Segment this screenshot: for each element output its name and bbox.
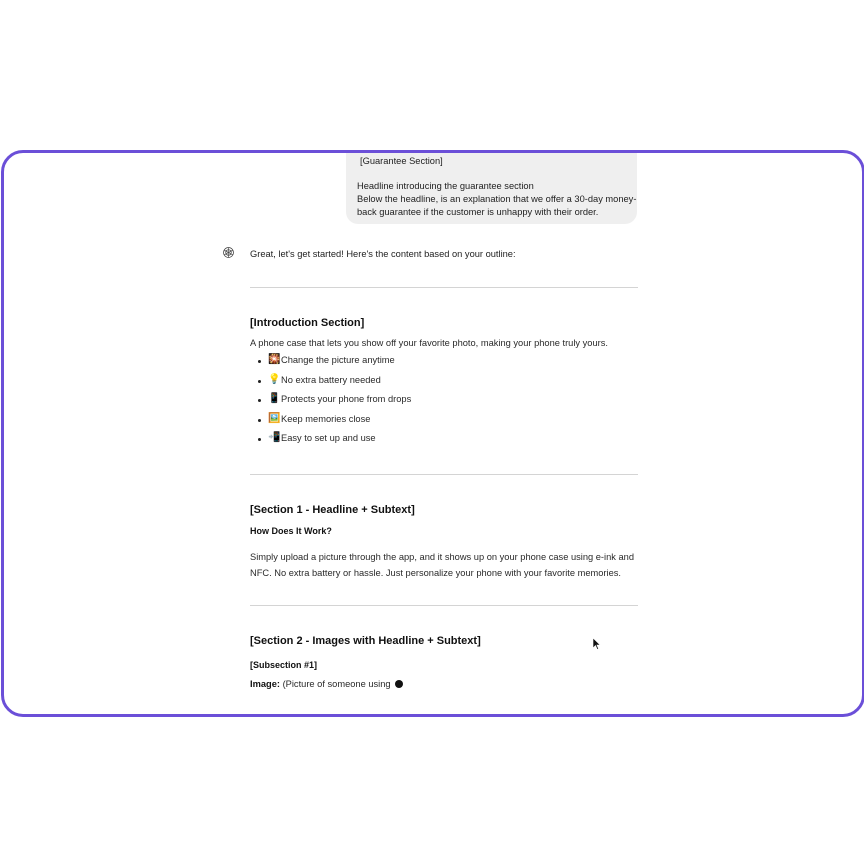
list-item-text: Protects your phone from drops bbox=[281, 394, 412, 404]
openai-logo-icon bbox=[223, 247, 234, 258]
list-item-text: Keep memories close bbox=[281, 413, 371, 424]
subsection-heading: [Subsection #1] bbox=[250, 660, 318, 670]
bullet-dot bbox=[258, 399, 261, 402]
list-item-text: No extra battery needed bbox=[281, 374, 381, 385]
section1-heading: [Section 1 - Headline + Subtext] bbox=[250, 504, 415, 516]
user-message-body bbox=[357, 180, 637, 219]
user-message-line: back guarantee if the customer is unhappy with their order. bbox=[357, 207, 599, 217]
section1-paragraph-line: NFC. No extra battery or hassle. Just personalize your phone with your favorite memories. bbox=[250, 568, 621, 578]
user-message-line: Below the headline, is an explanation that we offer a 30-day money- bbox=[357, 194, 637, 204]
list-item-text: Easy to set up and use bbox=[281, 433, 376, 443]
bullet-dot bbox=[258, 419, 261, 422]
user-message-bubble bbox=[346, 150, 637, 224]
divider bbox=[250, 605, 638, 606]
fireworks-icon: 🎇 bbox=[268, 354, 281, 365]
phone-icon: 📱 bbox=[268, 393, 281, 404]
bullet-dot bbox=[258, 360, 261, 363]
section1-paragraph-line: Simply upload a picture through the app, and it shows up on your phone case using e-ink and bbox=[250, 552, 635, 562]
divider bbox=[250, 474, 638, 475]
introduction-paragraph: A phone case that lets you show off your favorite photo, making your phone truly yours. bbox=[250, 338, 608, 348]
chat-window bbox=[1, 150, 864, 717]
user-message-line: Headline introducing the guarantee section bbox=[357, 181, 534, 191]
image-text: (Picture of someone using bbox=[282, 679, 391, 689]
divider bbox=[250, 287, 638, 288]
mouse-pointer-icon bbox=[593, 638, 601, 650]
assistant-intro: Great, let's get started! Here's the content based on your outline: bbox=[250, 249, 516, 259]
phone-arrow-icon: 📲 bbox=[268, 432, 281, 443]
streaming-cursor bbox=[395, 680, 403, 688]
user-message-title: [Guarantee Section] bbox=[360, 156, 443, 166]
image-description bbox=[250, 679, 403, 689]
lightbulb-icon: 💡 bbox=[268, 373, 281, 385]
list-item-text: Change the picture anytime bbox=[281, 355, 395, 365]
framed-picture-icon: 🖼️ bbox=[268, 412, 281, 424]
bullet-dot bbox=[258, 380, 261, 383]
section2-heading: [Section 2 - Images with Headline + Subtext] bbox=[250, 635, 481, 647]
introduction-heading: [Introduction Section] bbox=[250, 317, 365, 329]
image-label: Image: bbox=[250, 679, 280, 689]
bullet-dot bbox=[258, 438, 261, 441]
section1-subheading: How Does It Work? bbox=[250, 526, 332, 536]
